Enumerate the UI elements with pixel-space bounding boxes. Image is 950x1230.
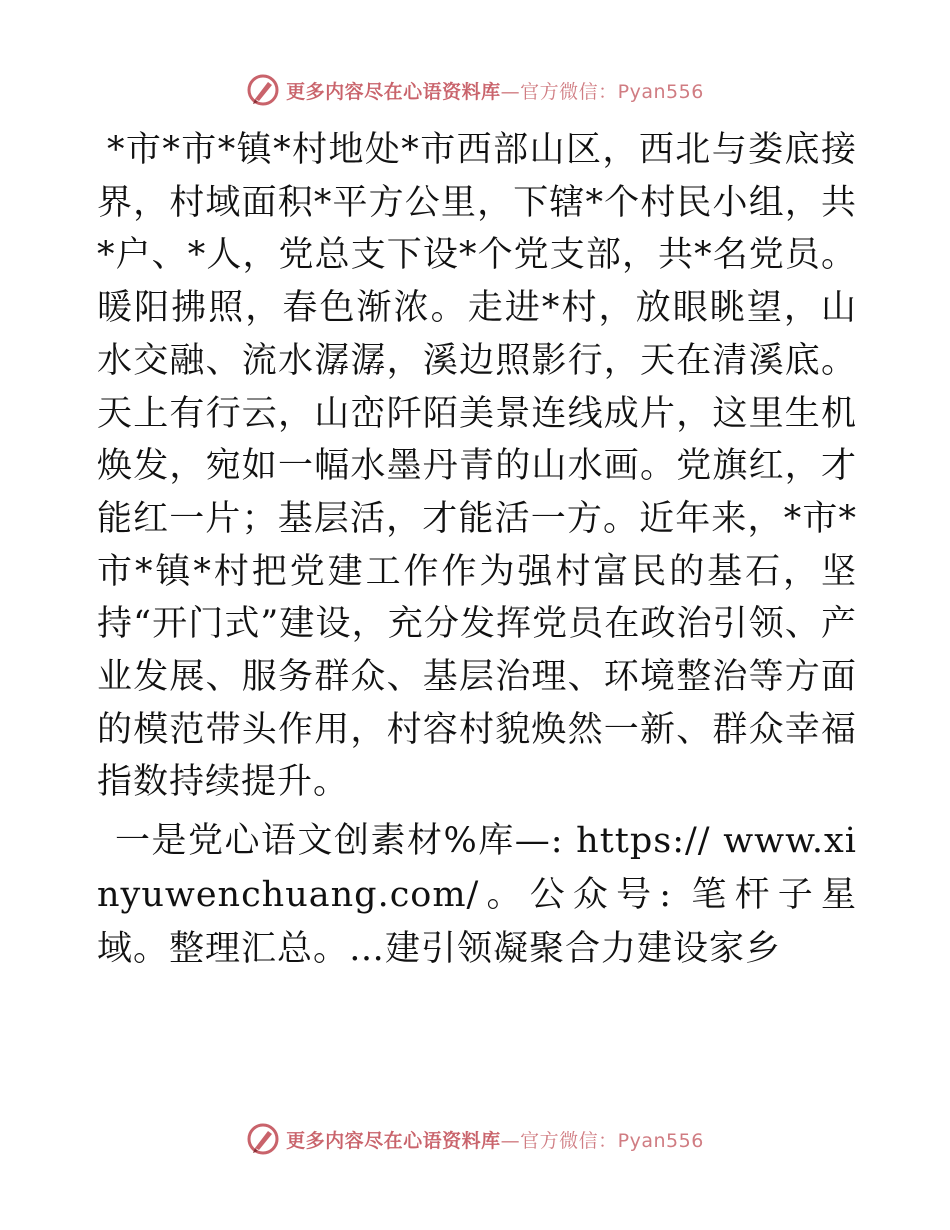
- pen-logo-icon: [246, 73, 280, 107]
- watermark-contact: 官方微信：Pyan556: [520, 80, 704, 103]
- watermark-contact: 官方微信：Pyan556: [520, 1129, 704, 1152]
- header-watermark: [0, 68, 950, 112]
- pen-logo-icon: [246, 1122, 280, 1156]
- body-paragraph-1: *市*市*镇*村地处*市西部山区，西北与娄底接界，村域面积*平方公里，下辖*个村民小组，共*户、*人，党总支下设*个党支部，共*名党员。暖阳拂照，春色渐浓。走进*村，放眼眺望，山水交融、流水潺潺，溪边照影行，天在清溪底。天上有行云，山峦阡陌美景连线成片，这里生机焕发，宛如一幅水墨丹青的山水画。党旗红，才能红一片；基层活，才能活一方。近年来，*市*市*镇*村把党建工作作为强村富民的基石，坚持“开门式”建设，充分发挥党员在政治引领、产业发展、服务群众、基层治理、环境整治等方面的模范带头作用，村容村貌焕然一新、群众幸福指数持续提升。: [97, 130, 857, 803]
- body-paragraph-2: 一是党心语文创素材%库—: https:// www.xinyuwenchuang.com/。公众号: 笔杆子星域。整理汇总。…建引领凝聚合力建设家乡: [97, 821, 857, 969]
- watermark-title: 更多内容尽在心语资料库: [286, 80, 501, 103]
- footer-watermark: [0, 1117, 950, 1161]
- watermark-separator: —: [500, 1129, 521, 1152]
- watermark-text: [286, 1126, 704, 1153]
- watermark-text: [286, 77, 704, 104]
- watermark-title: 更多内容尽在心语资料库: [286, 1129, 501, 1152]
- watermark-separator: —: [500, 80, 521, 103]
